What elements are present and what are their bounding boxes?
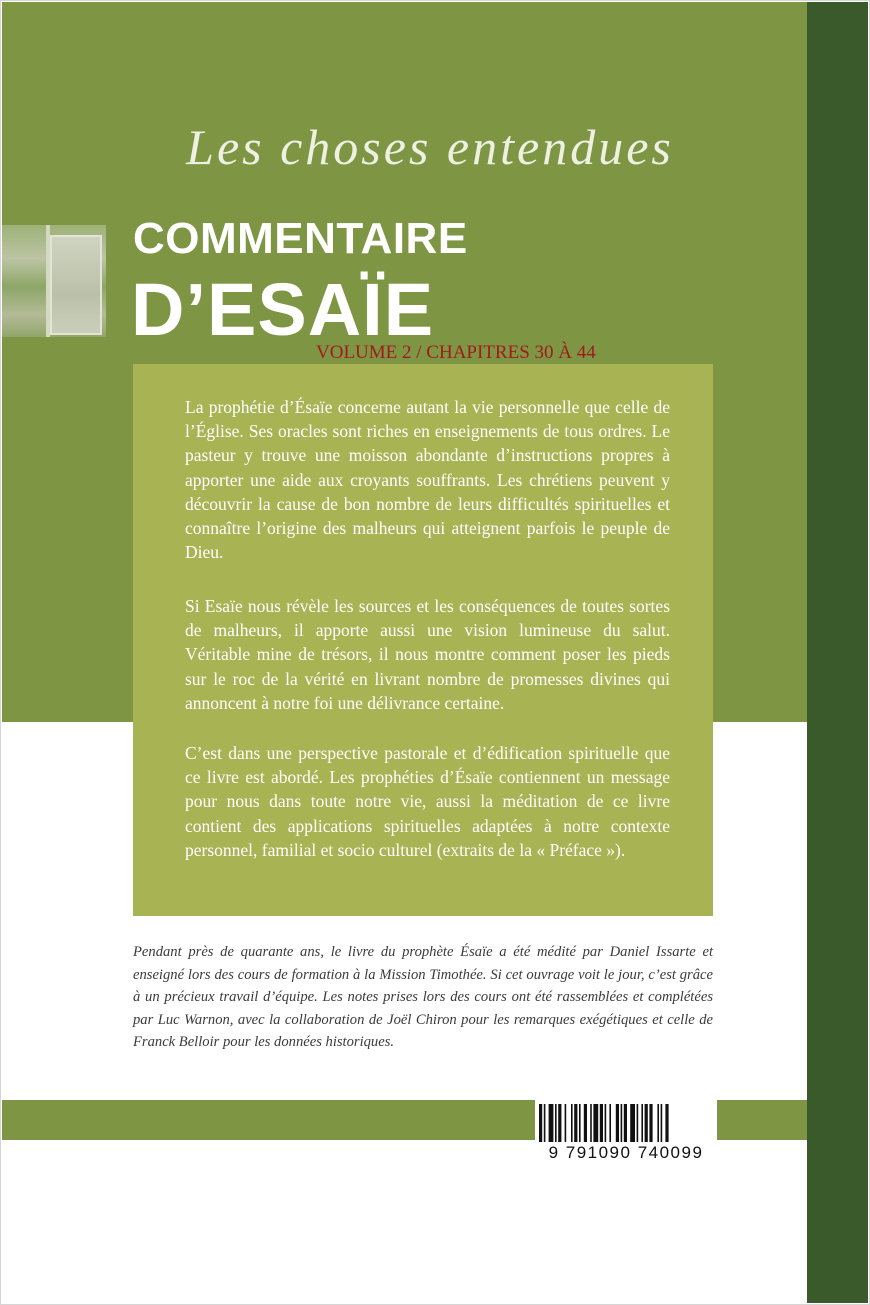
barcode xyxy=(535,1100,717,1164)
spine-band xyxy=(807,2,868,1303)
barcode-number: 9 791090 740099 xyxy=(548,1143,704,1162)
series-title: Les choses entendues xyxy=(186,119,674,175)
book-title-line2: D’ESAÏE xyxy=(131,268,435,351)
barcode-bars xyxy=(539,1104,713,1142)
volume-subtitle: VOLUME 2 / CHAPITRES 30 À 44 xyxy=(316,342,596,363)
description-paragraph-3: C’est dans une perspective pastorale et d’édification spirituelle que ce livre est abordé. Les prophéties d’Ésaïe contiennent un message pour nous dans toute notre vie, aussi la méditation de ce livre contient des applications spirituelles adaptées à notre contexte personnel, familial et socio culturel (extraits de la « Préface »). xyxy=(185,743,670,860)
description-paragraph-2: Si Esaïe nous révèle les sources et les conséquences de toutes sortes de malheurs, il apporte aussi une vision lumineuse du salut. Véritable mine de trésors, il nous montre comment poser les pieds sur le roc de la vérité en livrant nombre de promesses divines qui annoncent à notre foi une délivrance certaine. xyxy=(185,596,670,713)
description-paragraph-1: La prophétie d’Ésaïe concerne autant la vie personnelle que celle de l’Église. Ses oracles sont riches en enseignements de tous ordres. Le pasteur y trouve une moisson abondante d’instructions propres à apporter une aide aux croyants souffrants. Les chrétiens peuvent y découvrir la cause de bon nombre de leurs difficultés spirituelles et connaître l’origine des malheurs qui atteignent parfois le peuple de Dieu. xyxy=(185,397,670,563)
stone-slab xyxy=(50,235,102,335)
author-blurb: Pendant près de quarante ans, le livre du prophète Ésaïe a été médité par Daniel Issarte et enseigné lors des cours de formation à la Mission Timothée. Si cet ouvrage voit le jour, c’est grâce à un précieux travail d’équipe. Les notes prises lors des cours ont été rassemblées et complétées par Luc Warnon, avec la collaboration de Joël Chiron pour les remarques exégétiques et celle de Franck Belloir pour les données historiques. xyxy=(133,944,713,1050)
book-title-line1: COMMENTAIRE xyxy=(133,214,468,263)
stone-texture-image xyxy=(2,225,106,337)
